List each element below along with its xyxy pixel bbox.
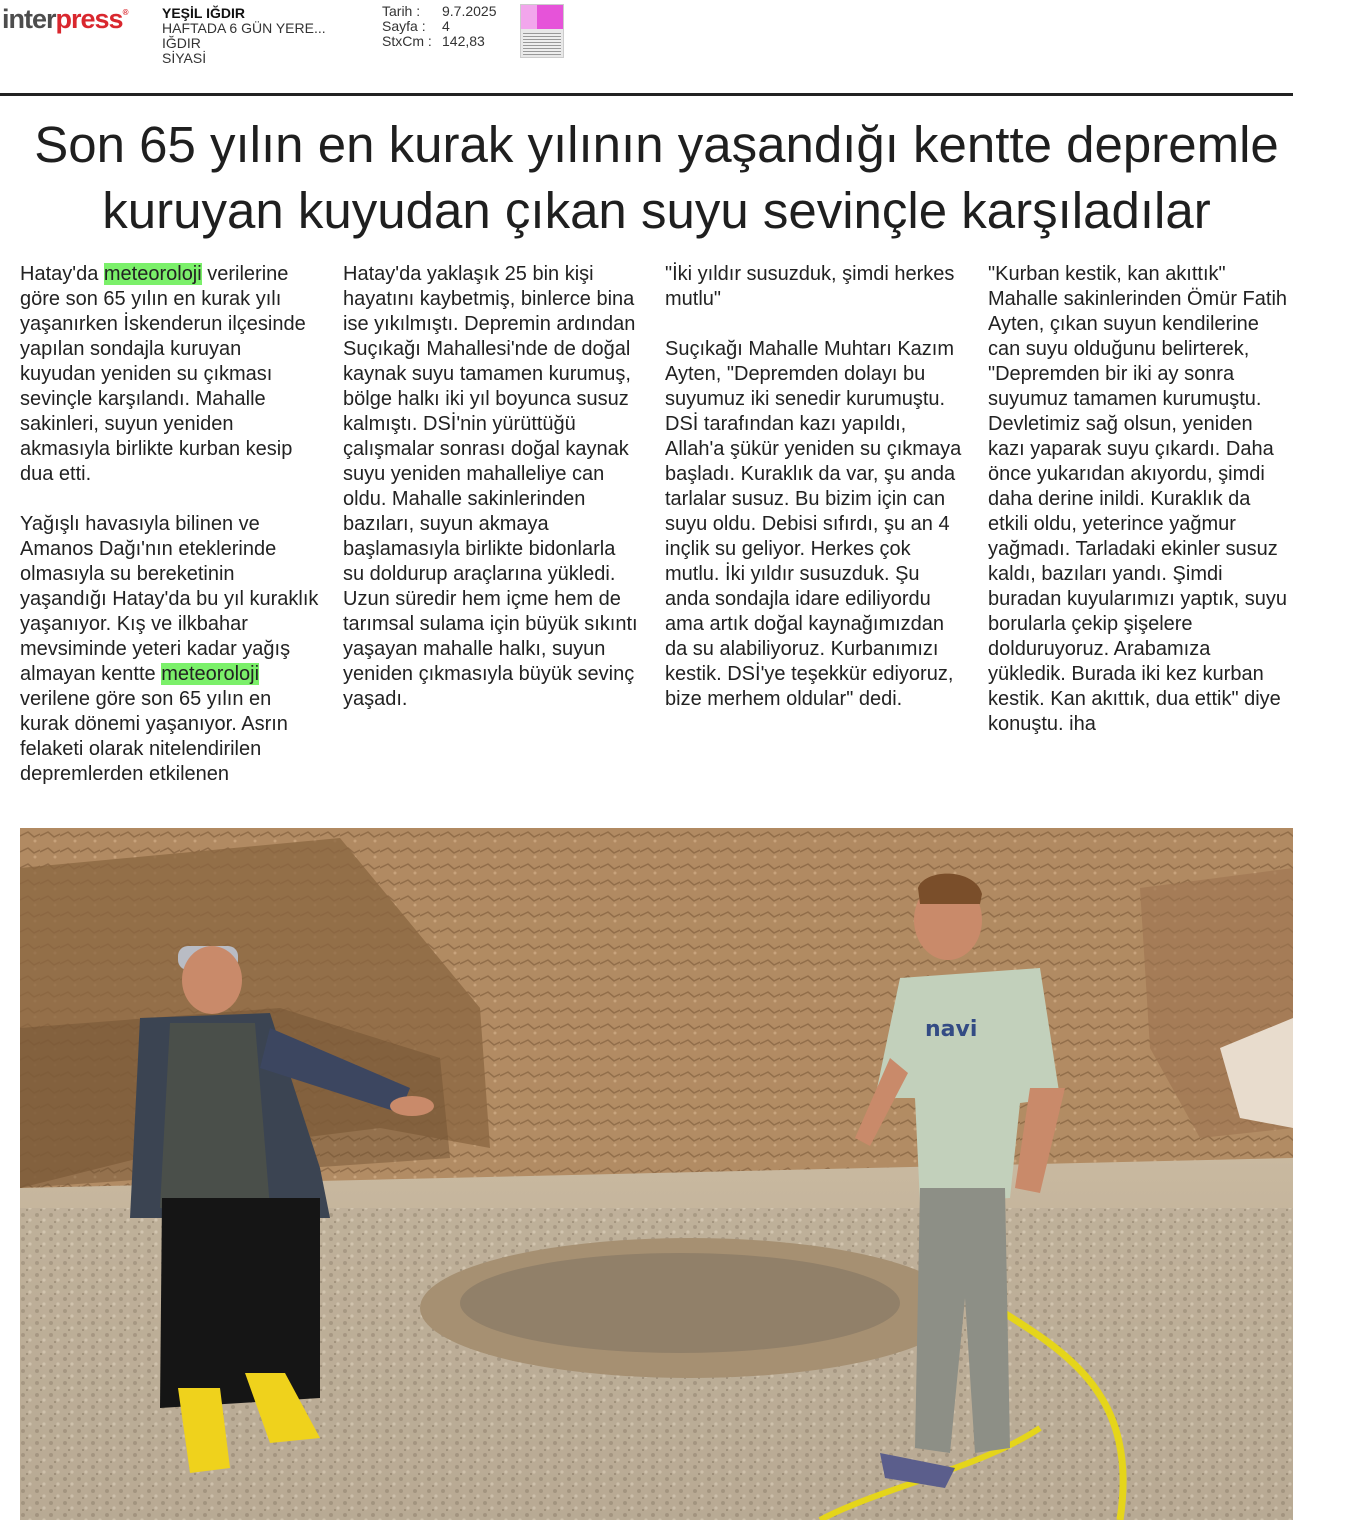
article-column-1 xyxy=(20,262,320,812)
paragraph: Mahalle sakinlerinden Ömür Fatih Ayten, çıkan suyun kendilerine can suyu olduğunu belirterek, "Depremden bir iki ay sonra suyumuz tamamen kurumuştu. Devletimiz sağ olsun, yeniden kazı yaparak suyu çıkardı. Daha önce yukarıdan akıyordu, şimdi daha derine inildi. Kuraklık da etkili oldu, yeterince yağmur yağmadı. Tarladaki ekinler susuz kaldı, bazıları yandı. Şimdi buradan kuyularımızı yaptık, suyu borularla çekip şişelere dolduruyoruz. Arabamıza yükledik. Burada iki kez kurban kestik. Kan akıttık, dua ettik" diye konuştu. iha xyxy=(988,288,1288,735)
meta-value: 4 xyxy=(442,18,450,34)
headline-line-1: Son 65 yılın en kurak yılının yaşandığı kentte depremle xyxy=(34,116,1279,173)
article-column-2 xyxy=(343,262,641,737)
photo-illustration xyxy=(20,828,1293,1520)
interpress-logo xyxy=(2,4,127,35)
svg-text:navi: navi xyxy=(925,1017,978,1042)
clip-header xyxy=(0,0,1293,96)
text-run: verilene göre son 65 yılın en kurak dönemi yaşanıyor. Asrın felaketi olarak nitelendirilen depremlerden etkilenen xyxy=(20,688,288,785)
meta-label: StxCm : xyxy=(382,33,432,49)
article-column-3 xyxy=(665,262,965,737)
publication-city: IĞDIR xyxy=(162,35,201,51)
meta-value: 142,83 xyxy=(442,33,485,49)
text-run: verilerine göre son 65 yılın en kurak yılı yaşanırken İskenderun ilçesinde yapılan sondajla kuruyan kuyudan yeniden su çıkması sevinçle karşılandı. Mahalle sakinleri, suyun yeniden akmasıyla birlikte kurban kesip dua etti. xyxy=(20,263,306,485)
logo-registered-mark: ® xyxy=(122,8,128,17)
meta-value: 9.7.2025 xyxy=(442,3,497,19)
paragraph: Hatay'da yaklaşık 25 bin kişi hayatını kaybetmiş, binlerce bina ise yıkılmıştı. Depremin ardından Suçıkağı Mahallesi'nde de doğal kaynak suyu tamamen kurumuş, bölge halkı iki yıl boyunca susuz kalmıştı. DSİ'nin yürüttüğü çalışmalar sonrası doğal kaynak suyu yeniden mahalleliye can oldu. Mahalle sakinlerinden bazıları, suyun akmaya başlamasıyla birlikte bidonlarla su doldurup araçlarına yükledi. Uzun süredir hem içme hem de tarımsal sulama için büyük sıkıntı yaşayan mahalle halkı, suyun yeniden çıkmasıyla büyük sevinç yaşadı. xyxy=(343,263,638,710)
subheading: "Kurban kestik, kan akıttık" xyxy=(988,263,1226,285)
meta-row-page xyxy=(382,19,497,34)
publication-frequency: HAFTADA 6 GÜN YERE... xyxy=(162,20,326,36)
logo-text-red: press xyxy=(55,4,123,34)
header-rule xyxy=(0,93,1293,96)
publication-category: SİYASİ xyxy=(162,50,207,66)
text-run: Hatay'da xyxy=(20,263,104,285)
logo-text: inter xyxy=(2,4,56,34)
meta-label: Sayfa : xyxy=(382,18,426,34)
article-photo xyxy=(20,828,1293,1520)
publication-info xyxy=(162,6,326,66)
meta-row-size xyxy=(382,34,497,49)
highlighted-term: meteoroloji xyxy=(161,663,260,685)
clip-meta xyxy=(382,4,497,49)
article-column-4 xyxy=(988,262,1288,762)
text-run: Yağışlı havasıyla bilinen ve Amanos Dağı'nın eteklerinde olmasıyla su bereketinin yaşandığı Hatay'da bu yıl kuraklık yaşanıyor. Kış ve ilkbahar mevsiminde yeteri kadar yağış almayan kentte xyxy=(20,513,319,685)
paragraph xyxy=(20,512,320,787)
paragraph: Suçıkağı Mahalle Muhtarı Kazım Ayten, "Depremden dolayı bu suyumuz iki senedir kurumuştu. DSİ tarafından kazı yapıldı, Allah'a şükür yeniden su çıkmaya başladı. Kuraklık da var, şu anda tarlalar susuz. Bu bizim için can suyu oldu. Debisi sıfırdı, şu an 4 inçlik su geliyor. Herkes çok mutlu. İki yıldır susuzduk. Şu anda sondajla idare ediliyordu ama artık doğal kaynağımızdan da su alabiliyoruz. Kurbanımızı kestik. DSİ'ye teşekkür ediyoruz, bize merhem oldular" dedi. xyxy=(665,338,962,710)
paragraph xyxy=(20,262,320,487)
page-thumbnail[interactable] xyxy=(520,4,564,58)
meta-row-date xyxy=(382,4,497,19)
meta-label: Tarih : xyxy=(382,3,421,19)
headline-line-2: kuruyan kuyudan çıkan suyu sevinçle karşıladılar xyxy=(102,182,1211,239)
article-headline xyxy=(10,112,1303,244)
highlighted-term: meteoroloji xyxy=(103,263,202,285)
subheading: "İki yıldır susuzduk, şimdi herkes mutlu" xyxy=(665,263,955,310)
publication-name: YEŞİL IĞDIR xyxy=(162,5,245,21)
